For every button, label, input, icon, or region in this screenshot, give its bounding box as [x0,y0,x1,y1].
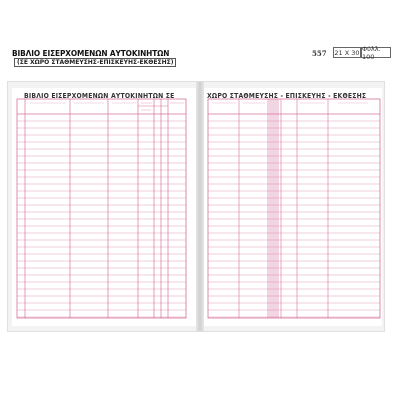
book-title: ΒΙΒΛΙΟ ΕΙΣΕΡΧΟΜΕΝΩΝ ΑΥΤΟΚΙΝΗΤΩΝ [12,48,170,58]
left-page-title: ΒΙΒΛΙΟ ΕΙΣΕΡΧΟΜΕΝΩΝ ΑΥΤΟΚΙΝΗΤΩΝ ΣΕ [24,92,175,100]
size-box: 21 X 30 [334,48,360,57]
right-table-frame [208,99,380,318]
right-page-title: ΧΩΡΟ ΣΤΑΘΜΕΥΣΗΣ - ΕΠΙΣΚΕΥΗΣ - ΕΚΘΕΣΗΣ [207,92,367,100]
product-code: 557 [312,49,327,58]
book-subtitle: (ΣΕ ΧΩΡΟ ΣΤΑΘΜΕΥΣΗΣ-ΕΠΙΣΚΕΥΗΣ-ΕΚΘΕΣΗΣ) [14,58,176,67]
sheets-box: Φύλλ. 100 [361,47,391,58]
